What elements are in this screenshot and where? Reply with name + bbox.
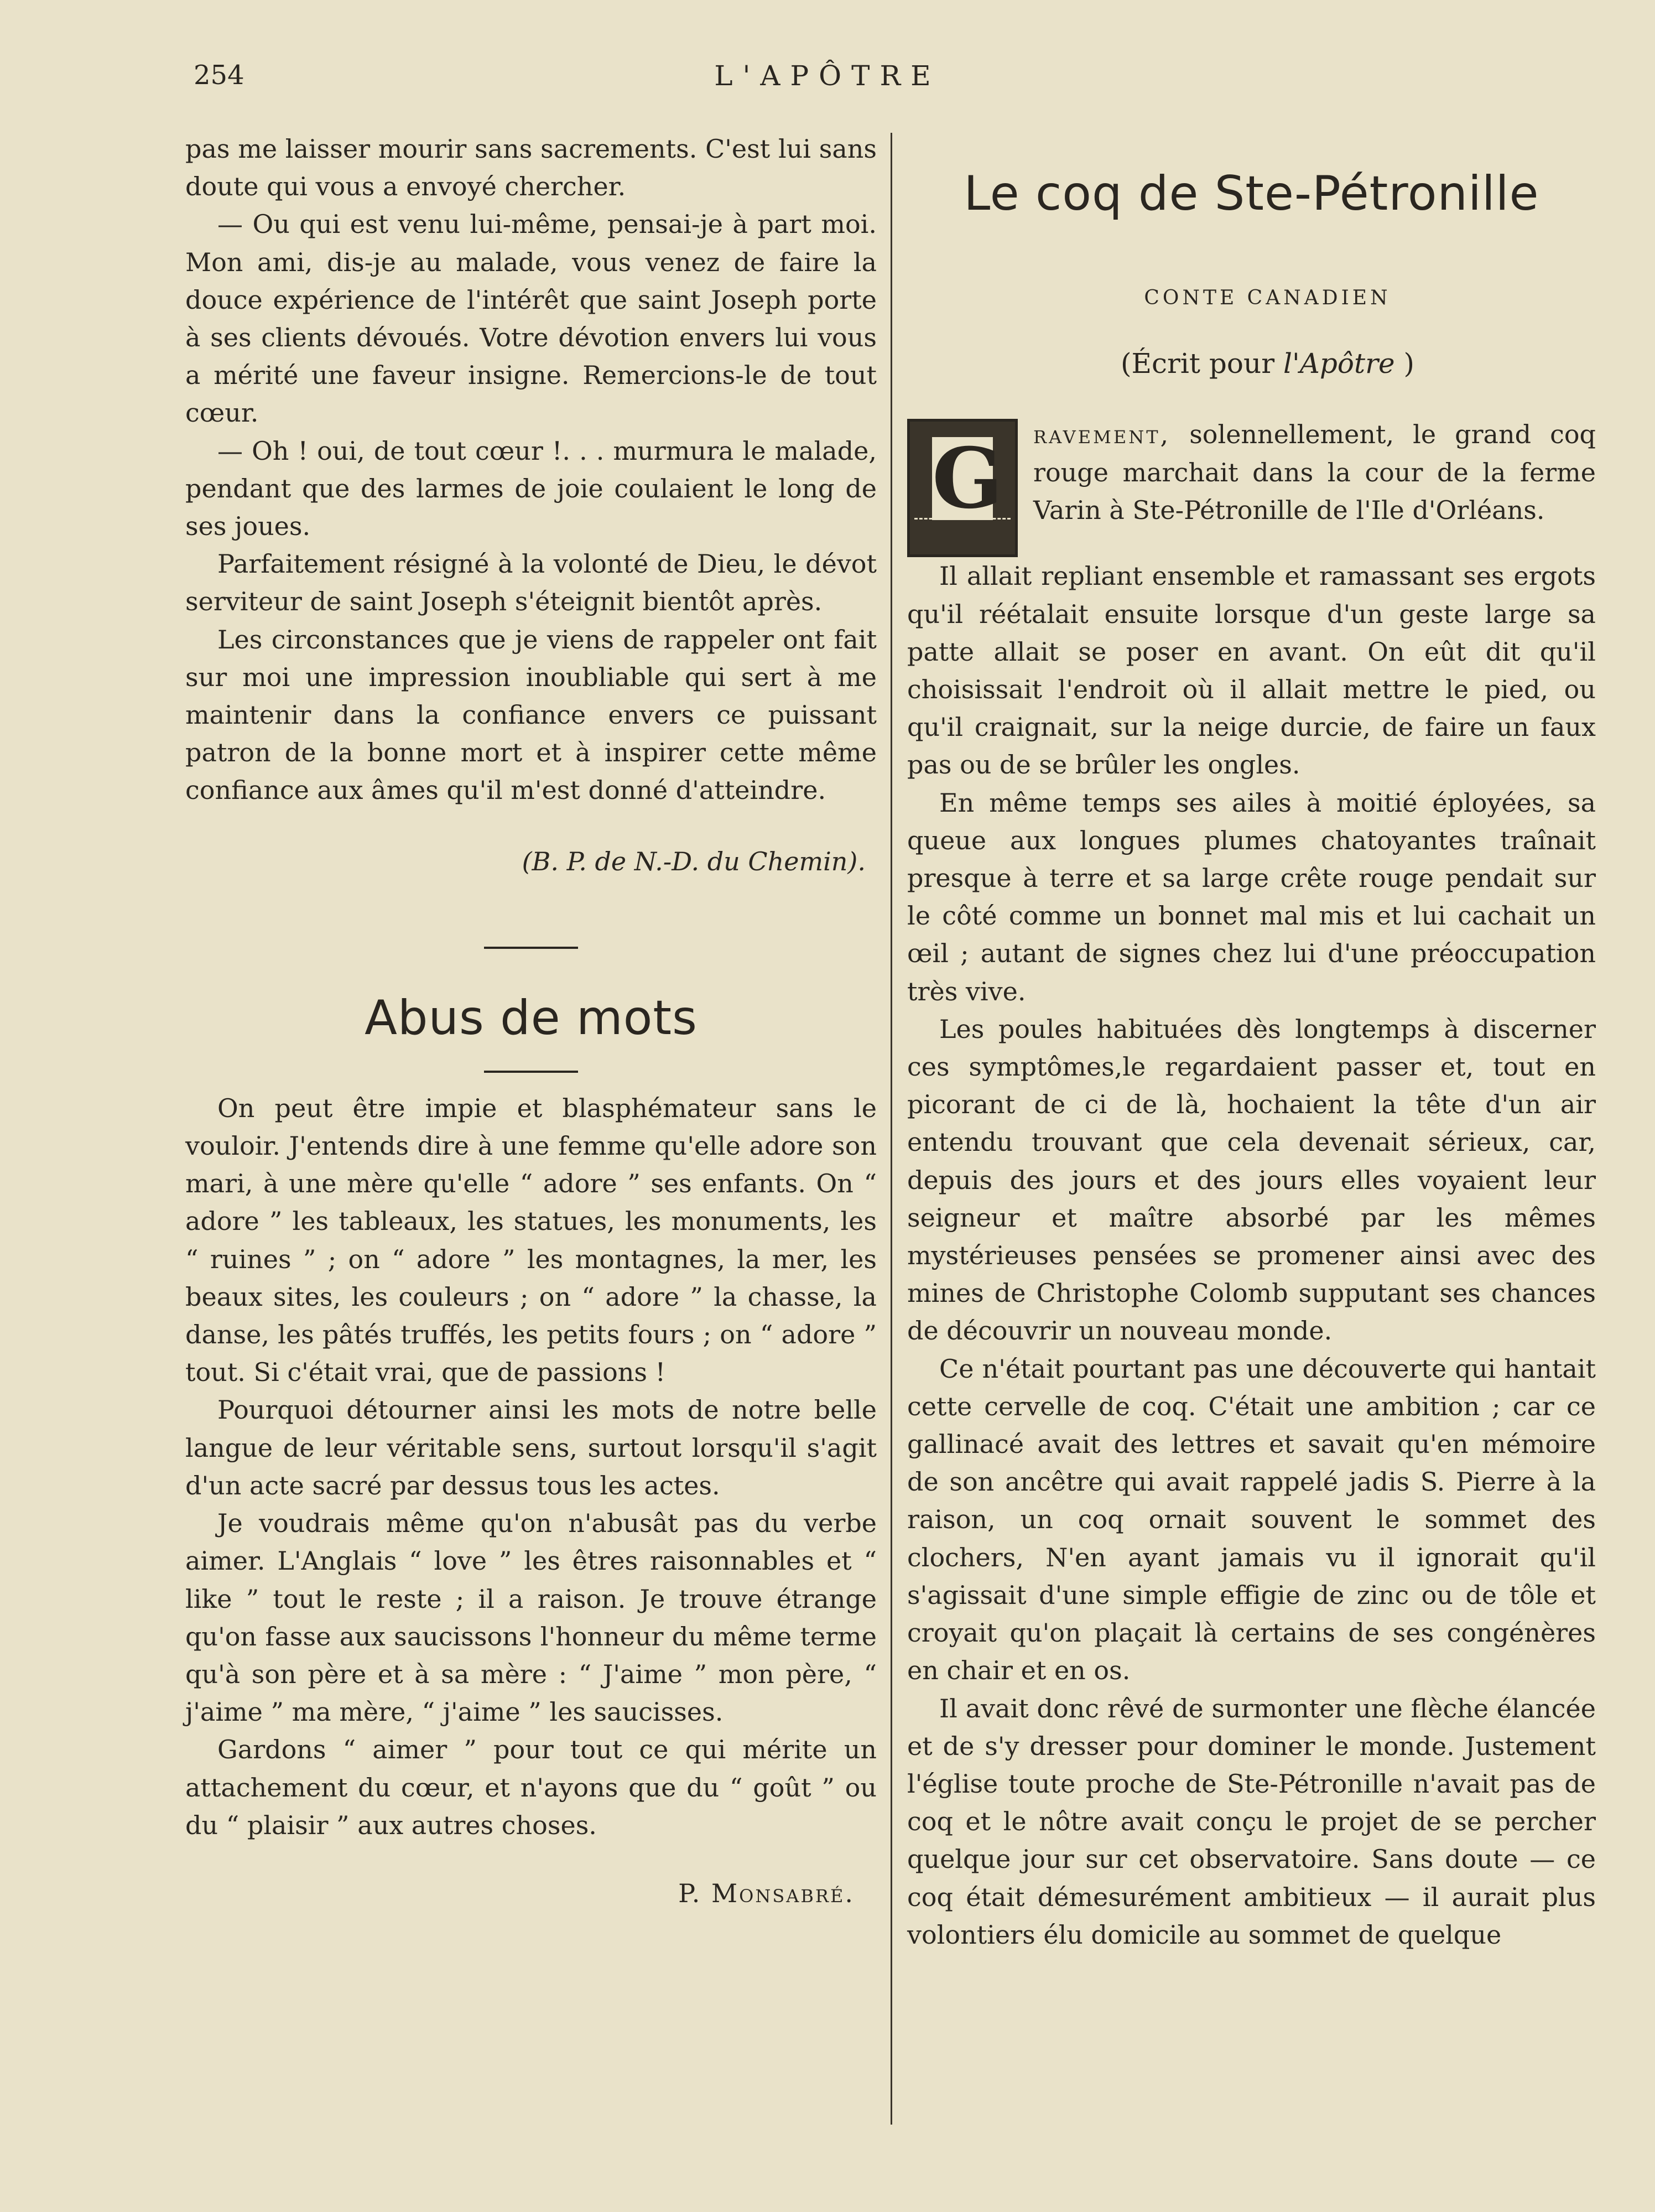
section-title: Abus de mots (365, 990, 698, 1046)
dropcap-ornament (907, 419, 1018, 557)
column-divider (891, 133, 892, 2125)
paragraph: Il avait donc rêvé de surmonter une flèche élancée et de s'y dresser pour dominer le monde. Justement l'église toute proche de Ste-Pétronille n'avait pas de coq et le nôtre avait conçu le projet de se percher quelque jour sur cet observatoire. Sans doute — ce coq était démesurément ambitieux — il aurait plus volontiers élu domicile au sommet de quelque (907, 1693, 1596, 1950)
page-header (183, 60, 1472, 98)
paragraph: Gardons “ aimer ” pour tout ce qui mérite un attachement du cœur, et n'ayons que du “ goût ” ou du “ plaisir ” aux autres choses. (185, 1735, 877, 1840)
story-subtitle: CONTE CANADIEN (1144, 287, 1391, 309)
paragraph: En même temps ses ailes à moitié éployées, sa queue aux longues plumes chatoyantes traînait presque à terre et sa large crête rouge pendait sur le côté comme un bonnet mal mis et lui cachait un œil ; autant de signes chez lui d'une préoccupation très vive. (907, 787, 1596, 1006)
paragraph: pas me laisser mourir sans sacrements. C'est lui sans doute qui vous a envoyé chercher. (185, 134, 877, 202)
page-number: 254 (194, 60, 244, 91)
paragraph: On peut être impie et blasphémateur sans le vouloir. J'entends dire à une femme qu'elle adore son mari, à une mère qu'elle “ adore ” ses enfants. On “ adore ” les tableaux, les statues, les monuments, les “ ruines ” ; on “ adore ” les montagnes, la mer, les beaux sites, les couleurs ; on “ adore ” la chasse, la danse, les pâtés truffés, les petits fours ; on “ adore ” tout. Si c'était vrai, que de passions ! (185, 1093, 877, 1388)
paragraph: — Ou qui est venu lui-même, pensai-je à part moi. Mon ami, dis-je au malade, vous venez de faire la douce expérience de l'intérêt que saint Joseph porte à ses clients dévoués. Votre dévotion envers lui vous a mérité une faveur insigne. Remercions-le de tout cœur. (185, 209, 877, 428)
paragraph: Parfaitement résigné à la volonté de Dieu, le dévot serviteur de saint Joseph s'éteignit bientôt après. (185, 549, 877, 617)
right-column (907, 130, 1596, 1954)
paragraph: Je voudrais même qu'on n'abusât pas du verbe aimer. L'Anglais “ love ” les êtres raisonnables et “ like ” tout le reste ; il a raison. Je trouve étrange qu'on fasse aux saucissons l'honneur du même terme qu'à son père et à sa mère : “ J'aime ” mon père, “ j'aime ” ma mère, “ j'aime ” les saucisses. (185, 1508, 877, 1727)
left-column (185, 130, 877, 1912)
journal-title: L'APÔTRE (714, 60, 941, 92)
paragraph: Les poules habituées dès longtemps à discerner ces symptômes,le regardaient passer et, tout en picorant de ci de là, hochaient la tête d'un air entendu trouvant que cela devenait sérieux, car, depuis des jours et des jours elles voyaient leur seigneur et maître absorbé par les mêmes mystérieuses pensées se promener ainsi avec des mines de Christophe Colomb supputant ses chances de découvrir un nouveau monde. (907, 1014, 1596, 1346)
paragraph: Pourquoi détourner ainsi les mots de notre belle langue de leur véritable sens, surtout lorsqu'il s'agit d'un acte sacré par dessus tous les actes. (185, 1395, 877, 1500)
dropcap-letter: G (932, 430, 1003, 528)
story-note: (Écrit pour l'Apôtre ) (1121, 347, 1414, 380)
story-title: Le coq de Ste-Pétronille (964, 166, 1539, 221)
article-signature: P. Monsabré. (678, 1878, 855, 1908)
article-signature: (B. P. de N.-D. du Chemin). (522, 846, 866, 876)
paragraph: Les circonstances que je viens de rappeler ont fait sur moi une impression inoubliable qui sert à me maintenir dans la confiance envers ce puissant patron de la bonne mort et à inspirer cette même confiance aux âmes qu'il m'est donné d'atteindre. (185, 624, 877, 806)
paragraph: ravement, solennellement, le grand coq rouge marchait dans la cour de la ferme Varin à Ste-Pétronille de l'Ile d'Orléans. (1033, 419, 1596, 525)
first-paragraph (907, 416, 1596, 557)
paragraph: Ce n'était pourtant pas une découverte qui hantait cette cervelle de coq. C'était une ambition ; car ce gallinacé avait des lettres et savait qu'en mémoire de son ancêtre qui avait rappelé jadis S. Pierre à la raison, un coq ornait souvent le sommet des clochers, N'en ayant jamais vu il ignorait qu'il s'agissait d'une simple effigie de zinc ou de tôle et croyait qu'on plaçait là certains de ses congénères en chair et en os. (907, 1353, 1596, 1686)
ornament-flourish (914, 518, 1011, 550)
paragraph: — Oh ! oui, de tout cœur !. . . murmura le malade, pendant que des larmes de joie coulaient le long de ses joues. (185, 435, 877, 542)
paragraph: Il allait repliant ensemble et ramassant ses ergots qu'il réétalait ensuite lorsque d'un geste large sa patte allait se poser en avant. On eût dit qu'il choisissait l'endroit où il allait mettre le pied, ou qu'il craignait, sur la neige durcie, de faire un faux pas ou de se brûler les ongles. (907, 561, 1596, 780)
